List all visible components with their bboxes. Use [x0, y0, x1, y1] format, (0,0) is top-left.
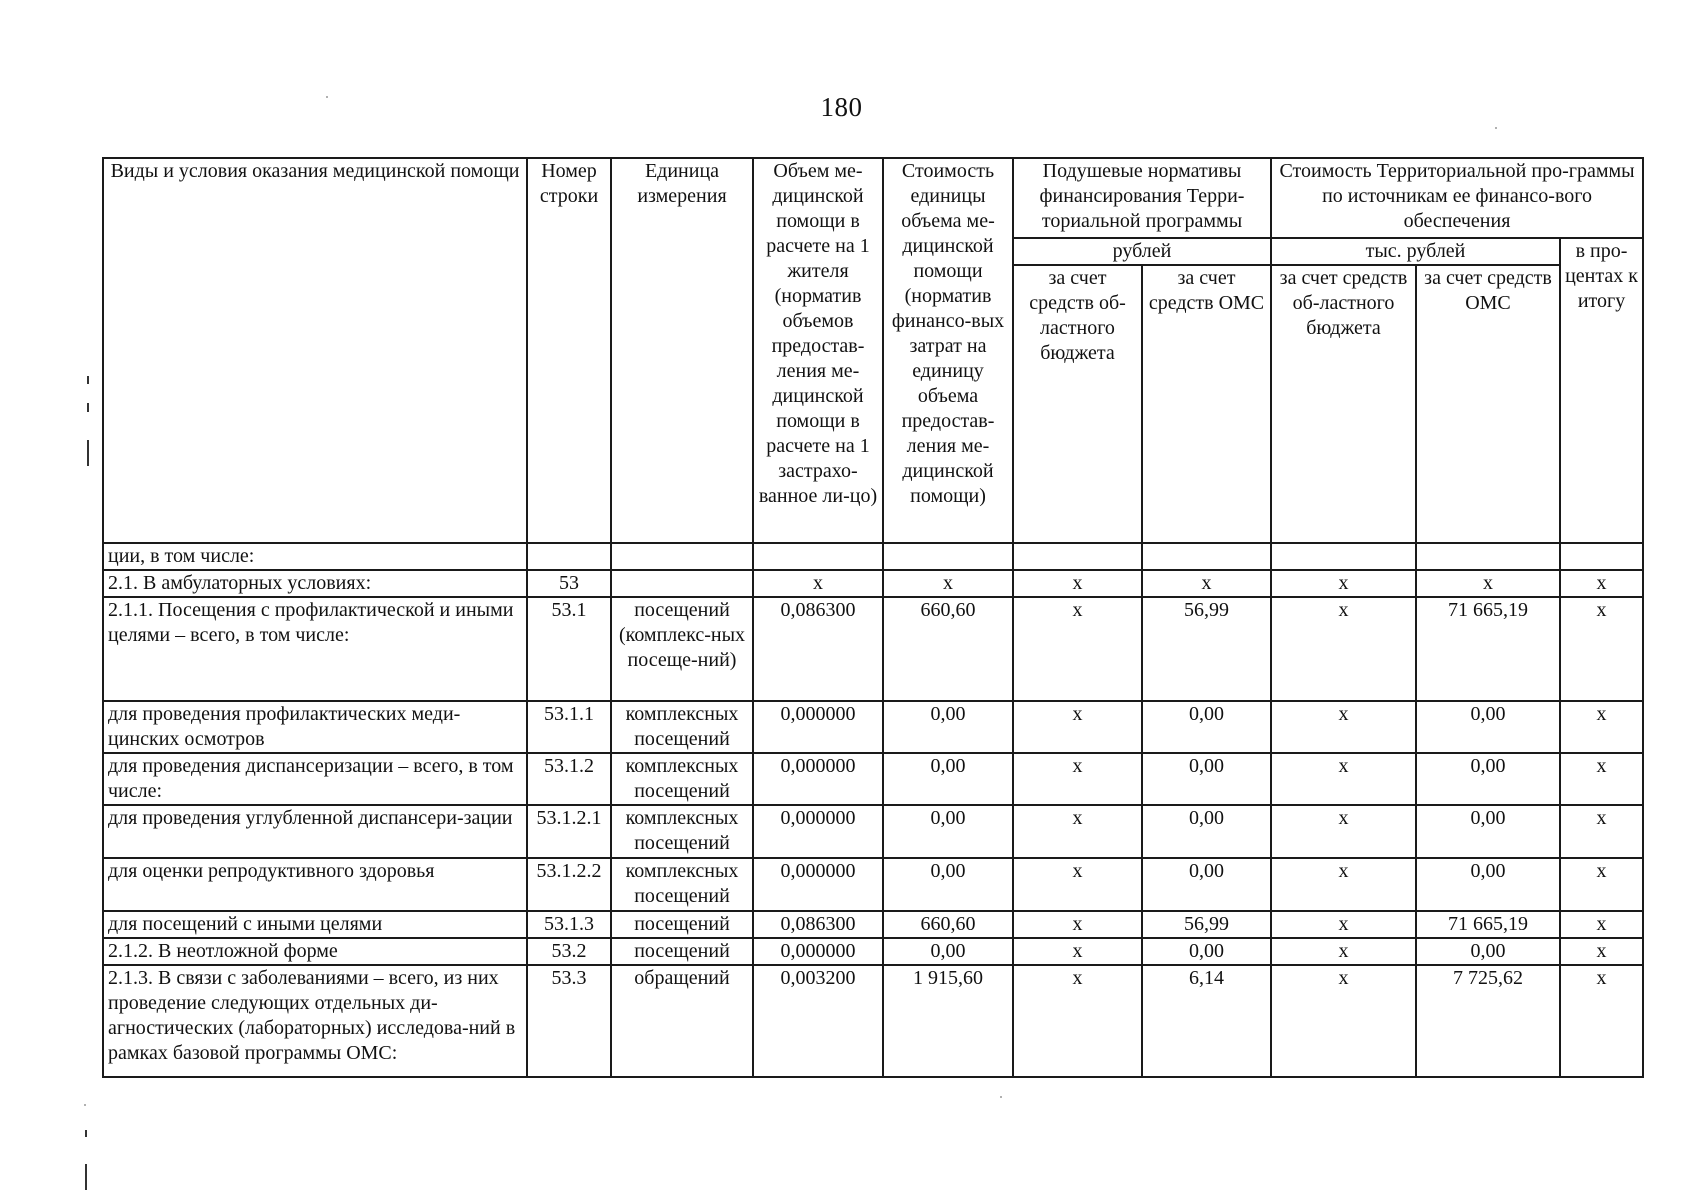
table-row: [103, 938, 1643, 965]
scan-mark: [85, 1164, 87, 1190]
cell-row-number: 53: [527, 570, 611, 597]
cell-pr-budget: х: [1271, 805, 1416, 858]
cell-percent: х: [1560, 965, 1643, 1077]
cell-unit: комплексных посещений: [611, 753, 753, 805]
cell-row-number: 53.1.3: [527, 911, 611, 938]
cell-cost: х: [883, 570, 1013, 597]
header-group-per-capita: Подушевые нормативы финансирования Терри-ториальной программы: [1013, 158, 1271, 238]
cell-volume: 0,086300: [753, 597, 883, 701]
header-per-capita-unit: рублей: [1013, 238, 1271, 265]
cell-pr-oms: 7 725,62: [1416, 965, 1560, 1077]
cell-kind: 2.1.1. Посещения с профилактической и иными целями – всего, в том числе:: [103, 597, 527, 701]
table-row: [103, 805, 1643, 858]
cell-unit: посещений: [611, 938, 753, 965]
financing-table: [102, 157, 1644, 1078]
table-row: [103, 570, 1643, 597]
cell-pr-budget: х: [1271, 701, 1416, 753]
cell-unit: комплексных посещений: [611, 858, 753, 911]
cell-row-number: 53.1.2: [527, 753, 611, 805]
cell-volume: 0,000000: [753, 805, 883, 858]
cell-volume: 0,000000: [753, 753, 883, 805]
cell-pc-oms: 6,14: [1142, 965, 1271, 1077]
cell-cost: 0,00: [883, 701, 1013, 753]
cell-unit: посещений (комплекс-ных посеще-ний): [611, 597, 753, 701]
cell-percent: х: [1560, 858, 1643, 911]
cell-percent: х: [1560, 753, 1643, 805]
cell-row-number: 53.1.1: [527, 701, 611, 753]
cell-percent: х: [1560, 938, 1643, 965]
table-header: [103, 158, 1643, 543]
scan-speck: [1000, 1096, 1002, 1098]
cell-pc-budget: х: [1013, 805, 1142, 858]
header-kind: Виды и условия оказания медицинской помощи: [103, 158, 527, 543]
cell-pc-budget: х: [1013, 911, 1142, 938]
cell-pr-oms: 71 665,19: [1416, 911, 1560, 938]
cell-volume: 0,000000: [753, 938, 883, 965]
header-oms-thousand: за счет средств ОМС: [1416, 265, 1560, 543]
cell-pc-oms: 0,00: [1142, 858, 1271, 911]
cell-unit: посещений: [611, 911, 753, 938]
cell-percent: х: [1560, 911, 1643, 938]
cell-row-number: 53.1.2.2: [527, 858, 611, 911]
cell-volume: 0,086300: [753, 911, 883, 938]
scan-mark: [85, 1130, 87, 1137]
cell-pr-budget: х: [1271, 965, 1416, 1077]
header-group-program-cost: Стоимость Территориальной про-граммы по источникам ее финансо-вого обеспечения: [1271, 158, 1643, 238]
cell-percent: [1560, 543, 1643, 570]
cell-pr-oms: 0,00: [1416, 701, 1560, 753]
cell-kind: для проведения профилактических меди-цинских осмотров: [103, 701, 527, 753]
table-row: [103, 858, 1643, 911]
cell-percent: х: [1560, 570, 1643, 597]
cell-volume: 0,003200: [753, 965, 883, 1077]
cell-pr-oms: х: [1416, 570, 1560, 597]
cell-cost: [883, 543, 1013, 570]
cell-kind: для посещений с иными целями: [103, 911, 527, 938]
page-number: 180: [820, 92, 863, 122]
cell-kind: 2.1. В амбулаторных условиях:: [103, 570, 527, 597]
cell-pc-budget: х: [1013, 965, 1142, 1077]
cell-pc-oms: 0,00: [1142, 753, 1271, 805]
cell-kind: ции, в том числе:: [103, 543, 527, 570]
header-cost-unit: Стоимость единицы объема ме-дицинской помощи (норматив финансо-вых затрат на единицу объема предостав-ления ме-дицинской помощи): [883, 158, 1013, 543]
cell-pc-oms: 56,99: [1142, 597, 1271, 701]
cell-kind: 2.1.2. В неотложной форме: [103, 938, 527, 965]
header-unit: Единица измерения: [611, 158, 753, 543]
cell-volume: 0,000000: [753, 701, 883, 753]
cell-pr-oms: 71 665,19: [1416, 597, 1560, 701]
cell-row-number: 53.2: [527, 938, 611, 965]
table-row: [103, 911, 1643, 938]
cell-pc-budget: х: [1013, 858, 1142, 911]
cell-pc-budget: х: [1013, 570, 1142, 597]
header-regional-budget-rub: за счет средств об-ластного бюджета: [1013, 265, 1142, 543]
scan-mark: [87, 440, 89, 466]
cell-pr-oms: 0,00: [1416, 858, 1560, 911]
cell-cost: 660,60: [883, 911, 1013, 938]
cell-unit: комплексных посещений: [611, 805, 753, 858]
cell-kind: для проведения диспансеризации – всего, в том числе:: [103, 753, 527, 805]
cell-row-number: 53.1.2.1: [527, 805, 611, 858]
cell-cost: 0,00: [883, 805, 1013, 858]
cell-cost: 1 915,60: [883, 965, 1013, 1077]
cell-pr-oms: 0,00: [1416, 753, 1560, 805]
cell-unit: [611, 570, 753, 597]
cell-percent: х: [1560, 597, 1643, 701]
header-row-number: Номер строки: [527, 158, 611, 543]
cell-cost: 0,00: [883, 938, 1013, 965]
scan-mark: [87, 403, 89, 412]
cell-pr-budget: х: [1271, 911, 1416, 938]
table-row: [103, 965, 1643, 1077]
header-regional-budget-thousand: за счет средств об-ластного бюджета: [1271, 265, 1416, 543]
scan-mark: [87, 376, 89, 384]
cell-cost: 660,60: [883, 597, 1013, 701]
cell-pc-budget: х: [1013, 938, 1142, 965]
cell-kind: для проведения углубленной диспансери-зации: [103, 805, 527, 858]
cell-row-number: 53.3: [527, 965, 611, 1077]
cell-pc-oms: 0,00: [1142, 805, 1271, 858]
cell-kind: 2.1.3. В связи с заболеваниями – всего, из них проведение следующих отдельных ди-агностических (лабораторных) исследова-ний в рамках базовой программы ОМС:: [103, 965, 527, 1077]
cell-pr-oms: [1416, 543, 1560, 570]
scan-speck: [84, 1104, 86, 1106]
cell-volume: х: [753, 570, 883, 597]
cell-pc-budget: х: [1013, 597, 1142, 701]
cell-row-number: 53.1: [527, 597, 611, 701]
cell-volume: [753, 543, 883, 570]
cell-pc-budget: х: [1013, 701, 1142, 753]
cell-pr-budget: х: [1271, 570, 1416, 597]
cell-pr-budget: [1271, 543, 1416, 570]
cell-pc-budget: х: [1013, 753, 1142, 805]
table-row: [103, 597, 1643, 701]
cell-volume: 0,000000: [753, 858, 883, 911]
cell-pr-oms: 0,00: [1416, 805, 1560, 858]
cell-pc-oms: 0,00: [1142, 701, 1271, 753]
cell-unit: комплексных посещений: [611, 701, 753, 753]
cell-pc-oms: [1142, 543, 1271, 570]
cell-kind: для оценки репродуктивного здоровья: [103, 858, 527, 911]
cell-unit: [611, 543, 753, 570]
cell-cost: 0,00: [883, 753, 1013, 805]
cell-percent: х: [1560, 805, 1643, 858]
cell-percent: х: [1560, 701, 1643, 753]
table-row: [103, 543, 1643, 570]
cell-pc-budget: [1013, 543, 1142, 570]
cell-cost: 0,00: [883, 858, 1013, 911]
cell-pr-budget: х: [1271, 858, 1416, 911]
table-body: [103, 543, 1643, 1077]
header-volume: Объем ме-дицинской помощи в расчете на 1 жителя (норматив объемов предостав-ления ме-дицинской помощи в расчете на 1 застрахо-ванное ли-цо): [753, 158, 883, 543]
scan-speck: [1495, 127, 1497, 129]
cell-pc-oms: 0,00: [1142, 938, 1271, 965]
cell-pc-oms: х: [1142, 570, 1271, 597]
table-row: [103, 701, 1643, 753]
cell-row-number: [527, 543, 611, 570]
cell-pr-budget: х: [1271, 938, 1416, 965]
cell-pc-oms: 56,99: [1142, 911, 1271, 938]
cell-unit: обращений: [611, 965, 753, 1077]
header-program-cost-unit: тыс. рублей: [1271, 238, 1560, 265]
cell-pr-budget: х: [1271, 753, 1416, 805]
table-row: [103, 753, 1643, 805]
scan-speck: [326, 96, 328, 98]
cell-pr-oms: 0,00: [1416, 938, 1560, 965]
header-oms-rub: за счет средств ОМС: [1142, 265, 1271, 543]
header-percent: в про-центах к итогу: [1560, 238, 1643, 543]
cell-pr-budget: х: [1271, 597, 1416, 701]
